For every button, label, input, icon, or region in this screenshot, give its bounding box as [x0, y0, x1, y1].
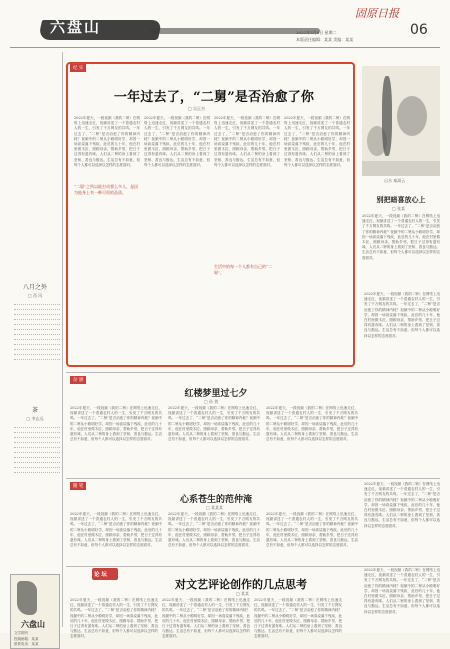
poem-title: 八月之外 [22, 284, 47, 291]
page-number: 06 [410, 22, 428, 38]
column-title: 六盘山 [50, 18, 102, 36]
journal-ad [10, 574, 60, 649]
lead-article-frame [66, 62, 355, 367]
lead-text-column-1: 2022年夏天，一段视频《我的二舅》在网络上迅速走红，视频讲述了一个普通农村人的一生，引发了千万网友的共鸣。一年过去了，“二舅”是否治愈了你的精神内耗？视频中的二舅从小聪明好学，却因一场高烧落下残疾，此后的几十年，他在村里做木匠、照顾母亲、帮助乡邻，把日子过得有滋有味。人们从二舅的身上看到了坚韧、善良与豁达。生活总有不如意，但每个人都可以选择以怎样的态度面对。 [74, 116, 140, 167]
column-divider [62, 52, 63, 627]
issue-date: 2022年3月8日 星期二 [296, 30, 337, 35]
bottom-text-column: 2022年夏天，一段视频《我的二舅》在网络上迅速走红，视频讲述了一个普通农村人的一生，引发了千万网友的共鸣。一年过去了，“二舅”是否治愈了你的精神内耗？视频中的二舅从小聪明好学，却因一场高烧落下残疾，此后的几十年，他在村里做木匠、照顾母亲、帮助乡邻，把日子过得有滋有味。人们从二舅的身上看到了坚韧、善良与豁达。生活总有不如意，但每个人都可以选择以怎样的态度面对。 [70, 598, 158, 639]
left-column [10, 52, 60, 646]
ad-calligraphy [17, 581, 37, 615]
ad-phone: 联系电话：某某 [14, 642, 39, 646]
forum-tag [92, 568, 118, 580]
article-byline: □ 某某某 [206, 505, 224, 510]
ad-subtitle: 文学期刊 [14, 631, 28, 635]
painting-caption: 山水 秦嵩云 [384, 178, 406, 183]
article-text-column: 2022年夏天，一段视频《我的二舅》在网络上迅速走红，视频讲述了一个普通农村人的一生，引发了千万网友的共鸣。一年过去了，“二舅”是否治愈了你的精神内耗？视频中的二舅从小聪明好学，却因一场高烧落下残疾，此后的几十年，他在村里做木匠、照顾母亲、帮助乡邻，把日子过得有滋有味。人们从二舅的身上看到了坚韧、善良与豁达。生活总有不如意，但每个人都可以选择以怎样的态度面对。 [364, 292, 440, 338]
article-text-column: 2022年夏天，一段视频《我的二舅》在网络上迅速走红，视频讲述了一个普通农村人的一生，引发了千万网友的共鸣。一年过去了，“二舅”是否治愈了你的精神内耗？视频中的二舅从小聪明好学，却因一场高烧落下残疾，此后的几十年，他在村里做木匠、照顾母亲、帮助乡邻，把日子过得有滋有味。人们从二舅的身上看到了坚韧、善良与豁达。生活总有不如意，但每个人都可以选择以怎样的态度面对。 [266, 512, 358, 548]
lead-text-column-2: 2022年夏天，一段视频《我的二舅》在网络上迅速走红，视频讲述了一个普通农村人的一生，引发了千万网友的共鸣。一年过去了，“二舅”是否治愈了你的精神内耗？视频中的二舅从小聪明好学，却因一场高烧落下残疾，此后的几十年，他在村里做木匠、照顾母亲、帮助乡邻，把日子过得有滋有味。人们从二舅的身上看到了坚韧、善良与豁达。生活总有不如意，但每个人都可以选择以怎样的态度面对。 [144, 116, 210, 167]
right-byline: □ 张某 [392, 206, 406, 211]
article-text-column: 2022年夏天，一段视频《我的二舅》在网络上迅速走红，视频讲述了一个普通农村人的一生，引发了千万网友的共鸣。一年过去了，“二舅”是否治愈了你的精神内耗？视频中的二舅从小聪明好学，却因一场高烧落下残疾，此后的几十年，他在村里做木匠、照顾母亲、帮助乡邻，把日子过得有滋有味。人们从二舅的身上看到了坚韧、善良与豁达。生活总有不如意，但每个人都可以选择以怎样的态度面对。 [168, 406, 260, 442]
painting-foliage [397, 96, 427, 136]
right-text-column: 2022年夏天，一段视频《我的二舅》在网络上迅速走红，视频讲述了一个普通农村人的一生，引发了千万网友的共鸣。一年过去了，“二舅”是否治愈了你的精神内耗？视频中的二舅从小聪明好学，却因一场高烧落下残疾，此后的几十年，他在村里做木匠、照顾母亲、帮助乡邻，把日子过得有滋有味。人们从二舅的身上看到了坚韧、善良与豁达。生活总有不如意，但每个人都可以选择以怎样的态度面对。 [362, 214, 440, 260]
section-divider [66, 566, 440, 567]
bottom-text-column: 2022年夏天，一段视频《我的二舅》在网络上迅速走红，视频讲述了一个普通农村人的一生，引发了千万网友的共鸣。一年过去了，“二舅”是否治愈了你的精神内耗？视频中的二舅从小聪明好学，却因一场高烧落下残疾，此后的几十年，他在村里做木匠、照顾母亲、帮助乡邻，把日子过得有滋有味。人们从二舅的身上看到了坚韧、善良与豁达。生活总有不如意，但每个人都可以选择以怎样的态度面对。 [254, 598, 342, 639]
lead-text-column-4: 2022年夏天，一段视频《我的二舅》在网络上迅速走红，视频讲述了一个普通农村人的一生，引发了千万网友的共鸣。一年过去了，“二舅”是否治愈了你的精神内耗？视频中的二舅从小聪明好学，却因一场高烧落下残疾，此后的几十年，他在村里做木匠、照顾母亲、帮助乡邻，把日子过得有滋有味。人们从二舅的身上看到了坚韧、善良与豁达。生活总有不如意，但每个人都可以选择以怎样的态度面对。 [284, 116, 350, 167]
ad-email: 投稿邮箱：某某 [14, 637, 39, 641]
poem-title: 茶 [31, 407, 38, 414]
pull-quote: 生活中的每一个人都有自己的“二舅”。 [214, 264, 273, 275]
masthead [0, 0, 450, 52]
masthead-rule [10, 47, 440, 48]
article-text-column: 2022年夏天，一段视频《我的二舅》在网络上迅速走红，视频讲述了一个普通农村人的一生，引发了千万网友的共鸣。一年过去了，“二舅”是否治愈了你的精神内耗？视频中的二舅从小聪明好学，却因一场高烧落下残疾，此后的几十年，他在村里做木匠、照顾母亲、帮助乡邻，把日子过得有滋有味。人们从二舅的身上看到了坚韧、善良与豁达。生活总有不如意，但每个人都可以选择以怎样的态度面对。 [168, 512, 260, 548]
article-text-column: 2022年夏天，一段视频《我的二舅》在网络上迅速走红，视频讲述了一个普通农村人的一生，引发了千万网友的共鸣。一年过去了，“二舅”是否治愈了你的精神内耗？视频中的二舅从小聪明好学，却因一场高烧落下残疾，此后的几十年，他在村里做木匠、照顾母亲、帮助乡邻，把日子过得有滋有味。人们从二舅的身上看到了坚韧、善良与豁达。生活总有不如意，但每个人都可以选择以怎样的态度面对。 [70, 406, 162, 442]
article-title: 心系苍生的范仲淹 [179, 495, 252, 505]
forum-tag-label: 论 坛 [94, 572, 107, 578]
section-tag: 随 笔 [70, 482, 86, 490]
section-tag: 纪 实 [70, 64, 86, 72]
section-tag: 杂 感 [70, 376, 86, 384]
bottom-byline: □ 某某 [236, 591, 250, 596]
article-text-column: 2022年夏天，一段视频《我的二舅》在网络上迅速走红，视频讲述了一个普通农村人的一生，引发了千万网友的共鸣。一年过去了，“二舅”是否治愈了你的精神内耗？视频中的二舅从小聪明好学，却因一场高烧落下残疾，此后的几十年，他在村里做木匠、照顾母亲、帮助乡邻，把日子过得有滋有味。人们从二舅的身上看到了坚韧、善良与豁达。生活总有不如意，但每个人都可以选择以怎样的态度面对。 [266, 406, 358, 442]
painting-ground [362, 161, 440, 176]
article-text-column: 2022年夏天，一段视频《我的二舅》在网络上迅速走红，视频讲述了一个普通农村人的一生，引发了千万网友的共鸣。一年过去了，“二舅”是否治愈了你的精神内耗？视频中的二舅从小聪明好学，却因一场高烧落下残疾，此后的几十年，他在村里做木匠、照顾母亲、帮助乡邻，把日子过得有滋有味。人们从二舅的身上看到了坚韧、善良与豁达。生活总有不如意，但每个人都可以选择以怎样的态度面对。 [70, 512, 162, 548]
masthead-meta: 本版责任编辑：某某 美编：某某 [296, 37, 354, 42]
article-byline: □ 孙 茜 [204, 399, 219, 404]
article-title: 红楼梦里过七夕 [184, 389, 248, 399]
masthead-ink-wash [150, 28, 320, 34]
landscape-painting [362, 66, 440, 176]
lead-byline: □ 吴正杰 [188, 106, 206, 111]
section-divider [66, 478, 440, 479]
lead-article-title: 一年过去了，“二舅”是否治愈了你 [113, 90, 315, 105]
bottom-text-column: 2022年夏天，一段视频《我的二舅》在网络上迅速走红，视频讲述了一个普通农村人的一生，引发了千万网友的共鸣。一年过去了，“二舅”是否治愈了你的精神内耗？视频中的二舅从小聪明好学，却因一场高烧落下残疾，此后的几十年，他在村里做木匠、照顾母亲、帮助乡邻，把日子过得有滋有味。人们从二舅的身上看到了坚韧、善良与豁达。生活总有不如意，但每个人都可以选择以怎样的态度面对。 [364, 568, 440, 614]
right-article-title: 别把暗喜放心上 [376, 195, 426, 204]
painting-rock [367, 126, 387, 156]
ad-title: 六盘山 [21, 619, 45, 629]
pull-quote: “二舅”之所以能打动那么多人，是因为他身上有一种可贵的品质。 [74, 184, 139, 195]
poem-author: □ 西 风 [27, 293, 43, 298]
lead-text-column-3: 2022年夏天，一段视频《我的二舅》在网络上迅速走红，视频讲述了一个普通农村人的一生，引发了千万网友的共鸣。一年过去了，“二舅”是否治愈了你的精神内耗？视频中的二舅从小聪明好学，却因一场高烧落下残疾，此后的几十年，他在村里做木匠、照顾母亲、帮助乡邻，把日子过得有滋有味。人们从二舅的身上看到了坚韧、善良与豁达。生活总有不如意，但每个人都可以选择以怎样的态度面对。 [214, 116, 280, 167]
poem-body-placeholder [10, 426, 60, 506]
main-content [66, 52, 440, 639]
poem-author: □ 李志远 [26, 416, 44, 421]
bottom-article-title: 对文艺评论创作的几点思考 [175, 578, 307, 591]
bottom-text-column: 2022年夏天，一段视频《我的二舅》在网络上迅速走红，视频讲述了一个普通农村人的一生，引发了千万网友的共鸣。一年过去了，“二舅”是否治愈了你的精神内耗？视频中的二舅从小聪明好学，却因一场高烧落下残疾，此后的几十年，他在村里做木匠、照顾母亲、帮助乡邻，把日子过得有滋有味。人们从二舅的身上看到了坚韧、善良与豁达。生活总有不如意，但每个人都可以选择以怎样的态度面对。 [162, 598, 250, 639]
poem-body-placeholder [10, 303, 60, 399]
newspaper-name: 固原日报 [355, 7, 399, 20]
article-text-column: 2022年夏天，一段视频《我的二舅》在网络上迅速走红，视频讲述了一个普通农村人的一生，引发了千万网友的共鸣。一年过去了，“二舅”是否治愈了你的精神内耗？视频中的二舅从小聪明好学，却因一场高烧落下残疾，此后的几十年，他在村里做木匠、照顾母亲、帮助乡邻，把日子过得有滋有味。人们从二舅的身上看到了坚韧、善良与豁达。生活总有不如意，但每个人都可以选择以怎样的态度面对。 [364, 482, 440, 528]
